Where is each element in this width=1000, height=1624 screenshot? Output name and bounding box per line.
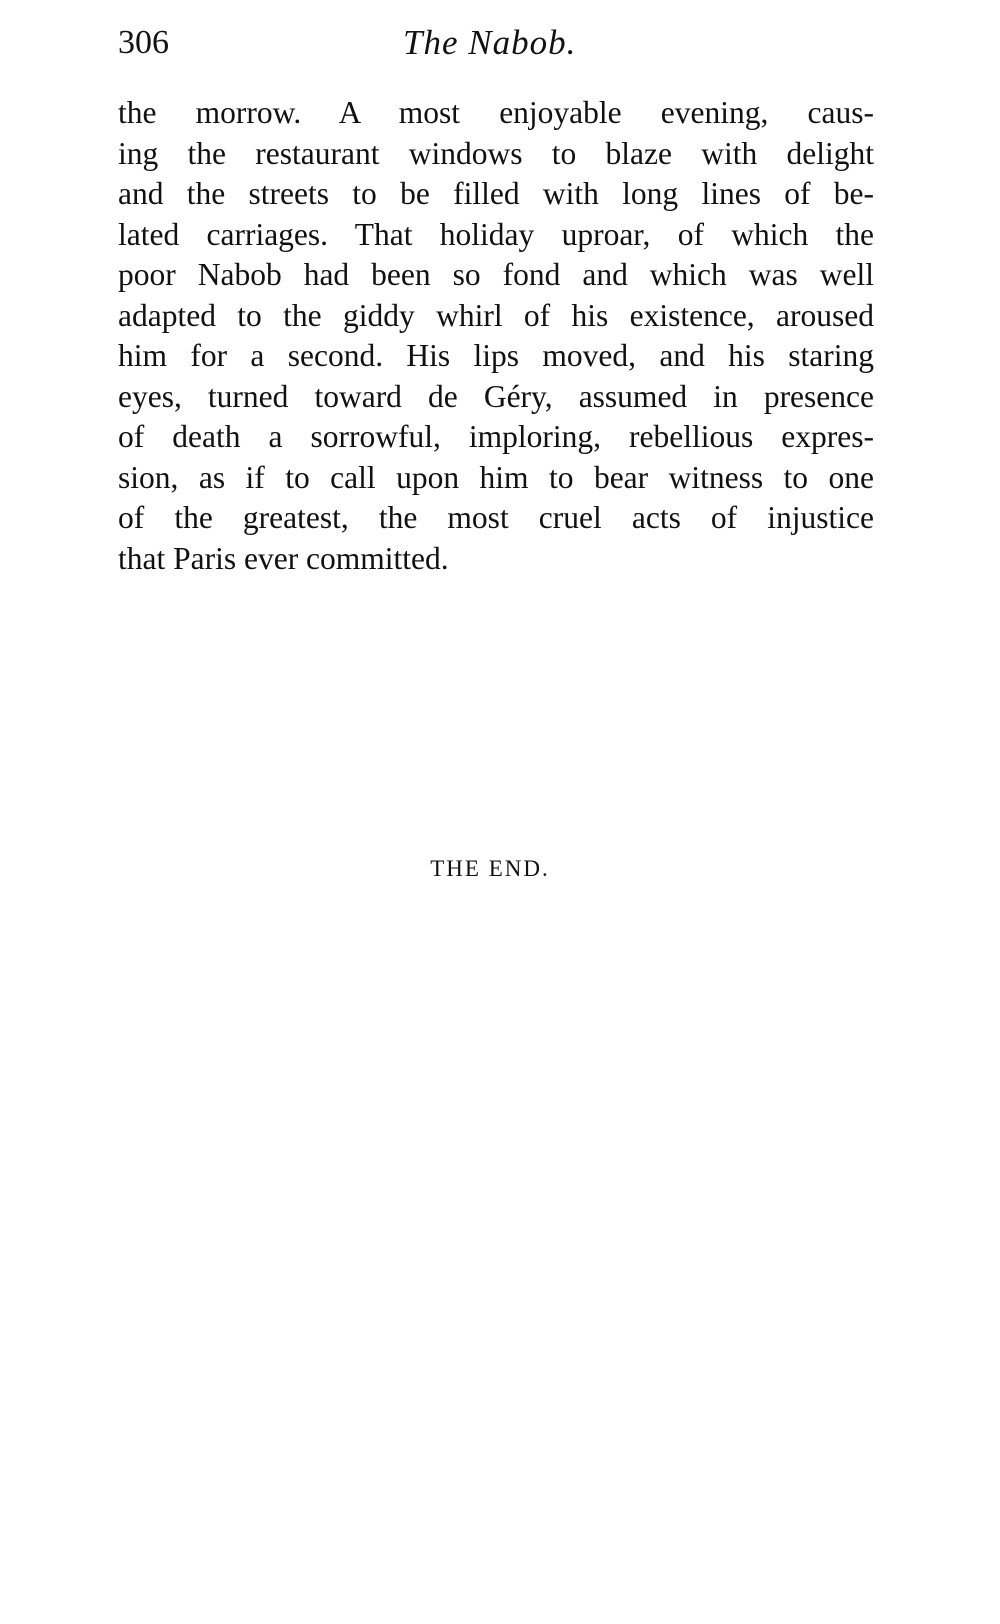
page-number: 306 bbox=[118, 24, 169, 61]
text-line: lated carriages. That holiday uproar, of which the bbox=[118, 216, 874, 252]
text-line: of death a sorrowful, imploring, rebellious expres- bbox=[118, 419, 874, 454]
text-line: of the greatest, the most cruel acts of injustice bbox=[118, 500, 874, 535]
text-line: him for a second. His lips moved, and his staring bbox=[118, 338, 874, 373]
the-end-container bbox=[0, 852, 1000, 886]
text-line: adapted to the giddy whirl of his existence, aroused bbox=[118, 297, 874, 333]
text-line: the morrow. A most enjoyable evening, caus- bbox=[118, 95, 874, 130]
running-title: The Nabob. bbox=[403, 23, 577, 62]
the-end-label: THE END. bbox=[430, 856, 550, 881]
body-paragraph bbox=[118, 93, 874, 579]
text-line: that Paris ever committed. bbox=[118, 540, 449, 576]
text-line: poor Nabob had been so fond and which was well bbox=[118, 257, 874, 292]
text-line: eyes, turned toward de Géry, assumed in presence bbox=[118, 378, 874, 414]
text-line: ing the restaurant windows to blaze with delight bbox=[118, 135, 874, 171]
page-header bbox=[118, 18, 874, 68]
text-line: sion, as if to call upon him to bear witness to one bbox=[118, 459, 874, 495]
text-line: and the streets to be filled with long lines of be- bbox=[118, 176, 874, 211]
